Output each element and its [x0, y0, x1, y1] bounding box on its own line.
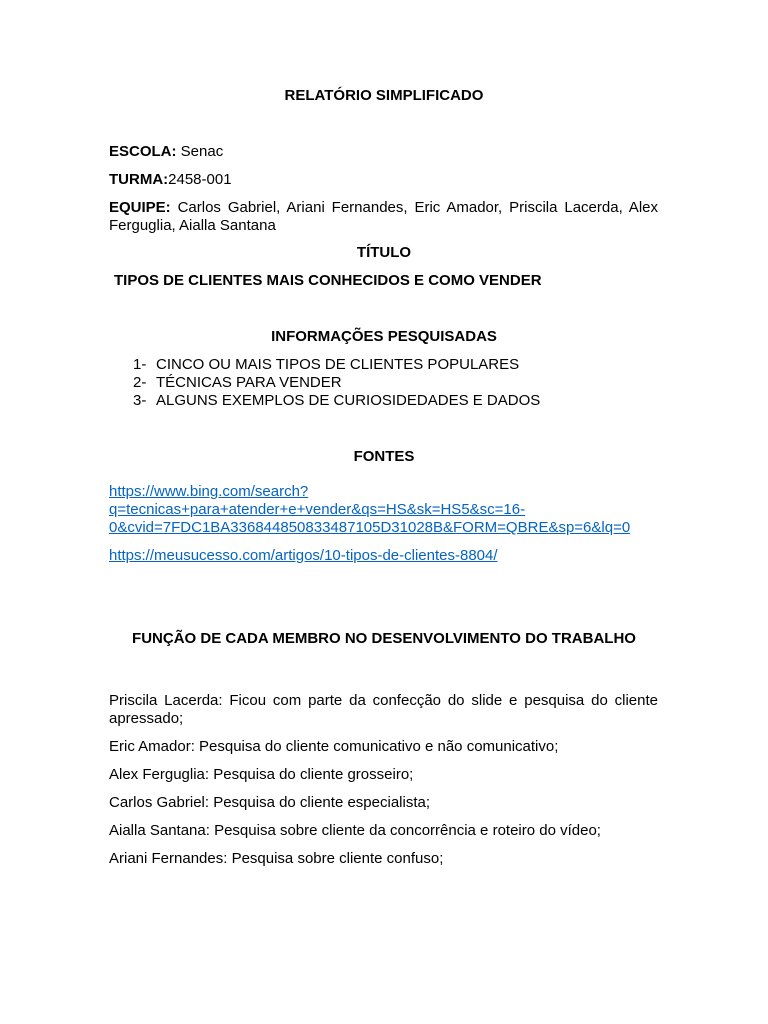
equipe-label: EQUIPE: — [109, 199, 171, 216]
list-item-number: 3- — [133, 392, 147, 409]
source-link-meusucesso[interactable] — [109, 547, 498, 565]
list-item — [133, 392, 540, 410]
funcao-item: Alex Ferguglia: Pesquisa do cliente grosseiro; — [109, 766, 414, 783]
list-item-text: ALGUNS EXEMPLOS DE CURIOSIDEDADES E DADOS — [156, 392, 541, 409]
list-item-number: 2- — [133, 374, 147, 391]
source-link-bing[interactable] — [109, 483, 630, 537]
list-item-number: 1- — [133, 356, 147, 373]
escola-label: ESCOLA: — [109, 143, 177, 160]
funcao-item: Carlos Gabriel: Pesquisa do cliente especialista; — [109, 794, 430, 811]
link-line[interactable]: https://www.bing.com/search? — [109, 483, 309, 500]
link-line[interactable]: https://meusucesso.com/artigos/10-tipos-de-clientes-8804/ — [109, 547, 498, 564]
titulo-value: TIPOS DE CLIENTES MAIS CONHECIDOS E COMO VENDER — [114, 272, 542, 289]
report-title: RELATÓRIO SIMPLIFICADO — [284, 87, 484, 104]
funcao-item: Priscila Lacerda: Ficou com parte da confecção do slide e pesquisa do cliente apressado; — [109, 692, 658, 727]
list-item-text: CINCO OU MAIS TIPOS DE CLIENTES POPULARES — [156, 356, 520, 373]
funcao-item: Eric Amador: Pesquisa do cliente comunicativo e não comunicativo; — [109, 738, 559, 755]
info-heading: INFORMAÇÕES PESQUISADAS — [271, 328, 497, 345]
funcao-item: Aialla Santana: Pesquisa sobre cliente da concorrência e roteiro do vídeo; — [109, 822, 601, 839]
turma-value: 2458-001 — [168, 171, 232, 188]
equipe-value: Carlos Gabriel, Ariani Fernandes, Eric Amador, Priscila Lacerda, Alex Ferguglia, Aialla Santana — [109, 199, 658, 234]
funcao-heading: FUNÇÃO DE CADA MEMBRO NO DESENVOLVIMENTO DO TRABALHO — [132, 630, 636, 647]
list-item — [133, 356, 519, 374]
list-item — [133, 374, 342, 392]
escola-value: Senac — [176, 143, 224, 160]
equipe-line — [109, 199, 658, 235]
turma-line — [109, 171, 232, 189]
link-line[interactable]: 0&cvid=7FDC1BA336844850833487105D31028B&FORM=QBRE&sp=6&lq=0 — [109, 519, 631, 536]
escola-line — [109, 143, 223, 161]
link-line[interactable]: q=tecnicas+para+atender+e+vender&qs=HS&sk=HS5&sc=16- — [109, 501, 526, 518]
funcao-item: Ariani Fernandes: Pesquisa sobre cliente confuso; — [109, 850, 444, 867]
turma-label: TURMA: — [109, 171, 169, 188]
titulo-heading: TÍTULO — [356, 244, 412, 261]
fontes-heading: FONTES — [353, 448, 415, 465]
list-item-text: TÉCNICAS PARA VENDER — [156, 374, 342, 391]
